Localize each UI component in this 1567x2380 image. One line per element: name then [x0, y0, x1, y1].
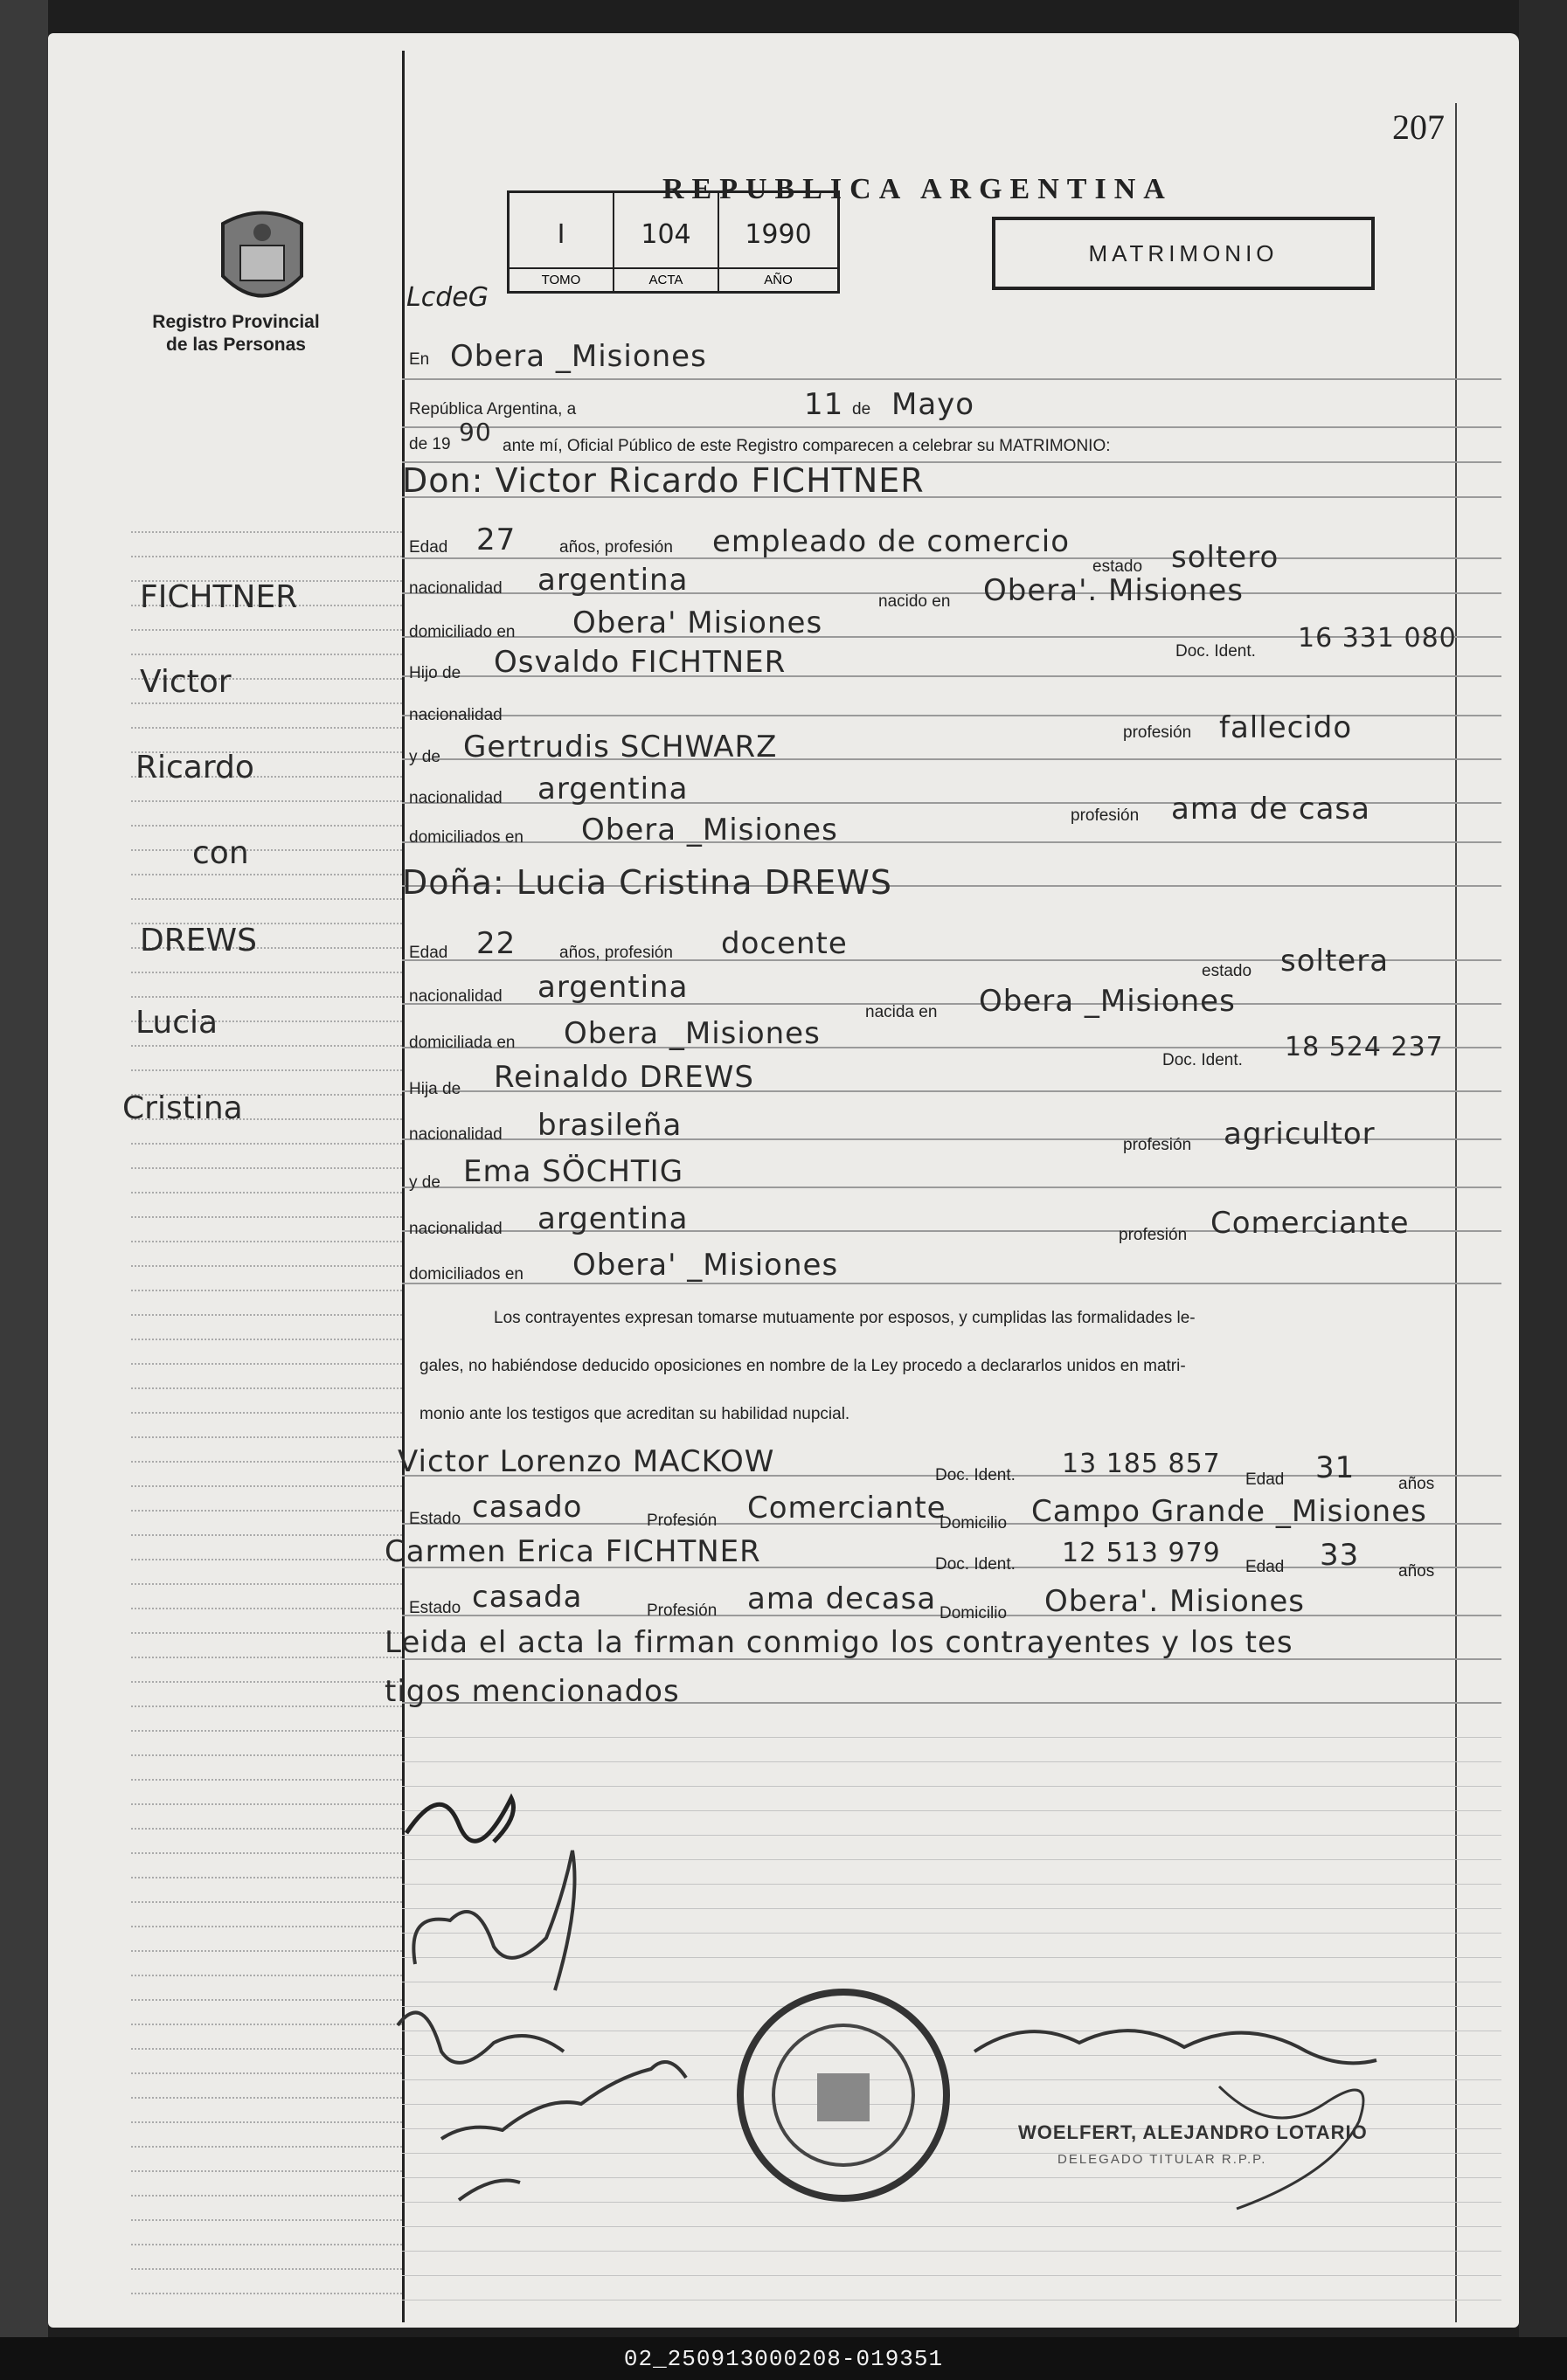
- bride-father: Reinaldo DREWS: [494, 1060, 754, 1095]
- margin-rule-line: [131, 1852, 402, 1854]
- form-rule-line: [402, 1761, 1501, 1762]
- groom-profession: empleado de comercio: [712, 524, 1071, 559]
- label-nacida: nacida en: [865, 1003, 938, 1021]
- margin-rule-line: [131, 1339, 402, 1340]
- label-edad: Edad: [409, 538, 448, 557]
- margin-rule-line: [131, 2072, 402, 2074]
- signature-5: [459, 2181, 520, 2201]
- declaration-line-3: monio ante los testigos que acreditan su habilidad nupcial.: [419, 1405, 850, 1423]
- margin-rule-line: [131, 1705, 402, 1707]
- margin-rule-line: [131, 1069, 402, 1071]
- witness1-doc: 13 185 857: [1062, 1449, 1221, 1479]
- label-domiciliado: domiciliado en: [409, 623, 516, 641]
- groom-doc: 16 331 080: [1298, 623, 1457, 654]
- label-w1-edad: Edad: [1245, 1470, 1285, 1489]
- margin-rule-line: [131, 1314, 402, 1316]
- label-nacionalidad-bride: nacionalidad: [409, 987, 503, 1006]
- margin-rule-line: [131, 1265, 402, 1267]
- margin-rule-line: [131, 2146, 402, 2148]
- label-anos-profesion: años, profesión: [559, 538, 673, 557]
- label-y-de-bride: y de: [409, 1173, 440, 1192]
- margin-rule-line: [131, 2024, 402, 2025]
- margin-rule-line: [131, 972, 402, 973]
- label-en: En: [409, 350, 430, 369]
- page-number: 207: [1392, 107, 1445, 147]
- book-code: LcdeG: [406, 282, 489, 313]
- margin-rule-line: [131, 2293, 402, 2294]
- label-bride-mother-nationality: nacionalidad: [409, 1220, 503, 1238]
- label-de: de: [852, 400, 871, 419]
- label-mother-nationality: nacionalidad: [409, 789, 503, 807]
- margin-rule-line: [131, 1730, 402, 1732]
- margin-rule-line: [131, 1828, 402, 1830]
- label-doc-ident-bride: Doc. Ident.: [1162, 1051, 1243, 1069]
- witness2-profession: ama decasa: [747, 1581, 937, 1616]
- bride-parents-domicile: Obera' _Misiones: [572, 1248, 839, 1283]
- margin-rule-line: [131, 2268, 402, 2270]
- margin-rule-line: [131, 1559, 402, 1560]
- witness1-domicile: Campo Grande _Misiones: [1031, 1494, 1427, 1529]
- label-nacionalidad: nacionalidad: [409, 579, 503, 598]
- label-domiciliados: domiciliados en: [409, 828, 523, 847]
- signature-3: [398, 2012, 564, 2062]
- label-estado: estado: [1092, 557, 1143, 576]
- margin-rule-line: [131, 1143, 402, 1145]
- bride-status: soltera: [1280, 944, 1390, 979]
- witness2-doc: 12 513 979: [1062, 1538, 1221, 1568]
- closing-line-1: Leida el acta la firman conmigo los contrayentes y los tes: [385, 1625, 1293, 1660]
- groom-parents-domicile: Obera _Misiones: [581, 813, 838, 848]
- place: Obera _Misiones: [450, 339, 707, 374]
- margin-rule-line: [131, 702, 402, 704]
- acta-label: ACTA: [614, 267, 718, 287]
- margin-rule-line: [131, 1681, 402, 1683]
- book-binding: [0, 0, 48, 2337]
- margin-rule-line: [131, 727, 402, 729]
- margin-firstname-bride: Lucia: [135, 1005, 218, 1041]
- image-id-footer: 02_250913000208-019351: [0, 2337, 1567, 2380]
- bride-mother-nationality: argentina: [537, 1201, 689, 1236]
- margin-rule-line: [131, 2244, 402, 2245]
- closing-line-2: tigos mencionados: [385, 1674, 680, 1709]
- label-w2-profesion: Profesión: [647, 1602, 718, 1620]
- margin-rule-line: [131, 2195, 402, 2197]
- bride-father-profession: agricultor: [1224, 1117, 1376, 1152]
- margin-rule-line: [131, 556, 402, 557]
- margin-rule-line: [131, 874, 402, 875]
- book-edge: [1519, 0, 1567, 2337]
- label-bride-father-nationality: nacionalidad: [409, 1125, 503, 1144]
- margin-middlename-bride: Cristina: [122, 1090, 243, 1126]
- margin-rule-line: [131, 629, 402, 631]
- groom-status: soltero: [1171, 540, 1279, 575]
- groom-birthplace: Obera'. Misiones: [983, 573, 1244, 608]
- bride-mother: Ema SÖCHTIG: [463, 1154, 684, 1189]
- day: 11: [804, 387, 844, 422]
- officer-signature: [957, 1999, 1411, 2226]
- label-de19: de 19: [409, 435, 451, 453]
- form-rule-line: [402, 2275, 1501, 2276]
- register-page: [48, 33, 1519, 2328]
- signatures: [389, 1763, 738, 2252]
- label-mother-profesion: profesión: [1071, 806, 1140, 825]
- margin-surname-bride: DREWS: [140, 923, 257, 958]
- margin-rule-line: [131, 1192, 402, 1193]
- signature-4: [441, 2062, 686, 2139]
- margin-rule-line: [131, 1754, 402, 1756]
- label-w2-estado: Estado: [409, 1599, 461, 1617]
- label-nacido: nacido en: [878, 592, 951, 611]
- label-w1-doc: Doc. Ident.: [935, 1466, 1016, 1484]
- margin-rule-line: [131, 898, 402, 900]
- anio-label: AÑO: [719, 267, 837, 287]
- margin-rule-line: [131, 1926, 402, 1927]
- groom-nationality: argentina: [537, 563, 689, 598]
- year-suffix: 90: [459, 418, 492, 446]
- margin-rule-line: [131, 1534, 402, 1536]
- tomo-acta-anio-table: [507, 190, 840, 294]
- right-column-line: [1455, 103, 1457, 2322]
- bride-mother-profession: Comerciante: [1210, 1206, 1410, 1241]
- margin-rule-line: [131, 1290, 402, 1291]
- margin-rule-line: [131, 1657, 402, 1658]
- official-stamp-icon: [730, 1982, 957, 2209]
- label-w1-domicilio: Domicilio: [940, 1514, 1008, 1532]
- label-hijo: Hijo de: [409, 664, 461, 682]
- bride-father-nationality: brasileña: [537, 1108, 683, 1143]
- label-y-de: y de: [409, 748, 440, 766]
- form-rule-line: [402, 1283, 1501, 1284]
- label-w2-edad: Edad: [1245, 1558, 1285, 1576]
- label-w2-anos: años: [1398, 1562, 1435, 1581]
- margin-rule-line: [131, 1608, 402, 1609]
- margin-rule-line: [131, 1167, 402, 1169]
- declaration-line-1: Los contrayentes expresan tomarse mutuamente por esposos, y cumplidas las formalidades le-: [494, 1309, 1196, 1327]
- witness2-age: 33: [1320, 1538, 1360, 1573]
- bride-domicile: Obera _Misiones: [564, 1016, 821, 1051]
- margin-rule-line: [131, 825, 402, 827]
- margin-rule-line: [131, 1950, 402, 1952]
- margin-rule-line: [131, 2097, 402, 2099]
- witness2-status: casada: [472, 1580, 583, 1615]
- form-rule-line: [402, 378, 1501, 380]
- signature-2: [413, 1851, 574, 1990]
- margin-rule-line: [131, 1779, 402, 1781]
- margin-rule-line: [131, 849, 402, 851]
- margin-rule-line: [131, 1975, 402, 1976]
- acta-cell: [614, 193, 719, 291]
- margin-rule-line: [131, 2121, 402, 2123]
- bride-doc: 18 524 237: [1285, 1032, 1444, 1062]
- groom-name: Don: Victor Ricardo FICHTNER: [402, 461, 925, 500]
- label-w1-estado: Estado: [409, 1510, 461, 1528]
- margin-rule-line: [131, 1436, 402, 1438]
- margin-rule-line: [131, 1363, 402, 1365]
- tomo-cell: [510, 193, 614, 291]
- groom-domicile: Obera' Misiones: [572, 605, 823, 640]
- margin-rule-line: [131, 1901, 402, 1903]
- witness2-name: Carmen Erica FICHTNER: [385, 1534, 761, 1569]
- margin-rule-line: [131, 531, 402, 533]
- label-bride-domiciliados: domiciliados en: [409, 1265, 523, 1283]
- label-doc-ident: Doc. Ident.: [1175, 642, 1256, 661]
- margin-rule-line: [131, 1216, 402, 1218]
- margin-rule-line: [131, 1999, 402, 2001]
- tomo-value: I: [557, 219, 565, 250]
- witness1-name: Victor Lorenzo MACKOW: [398, 1444, 775, 1479]
- label-bride-mother-profesion: profesión: [1119, 1226, 1188, 1244]
- witness1-profession: Comerciante: [747, 1491, 946, 1526]
- label-anos-profesion-bride: años, profesión: [559, 944, 673, 962]
- signature-1: [406, 1798, 514, 1842]
- country-heading: REPUBLICA ARGENTINA: [662, 173, 1173, 205]
- acta-value: 104: [641, 219, 691, 250]
- label-hija: Hija de: [409, 1080, 461, 1098]
- witness1-status: casado: [472, 1490, 583, 1525]
- label-domiciliada: domiciliada en: [409, 1034, 516, 1052]
- bride-name: Doña: Lucia Cristina DREWS: [402, 863, 892, 902]
- tomo-label: TOMO: [510, 267, 613, 287]
- margin-surname-groom: FICHTNER: [140, 579, 298, 615]
- margin-rule-line: [131, 1045, 402, 1047]
- margin-rule-line: [131, 1803, 402, 1805]
- label-profesion: profesión: [1123, 723, 1192, 742]
- groom-father-profession: fallecido: [1219, 710, 1353, 745]
- anio-cell: [719, 193, 837, 291]
- record-type-box: MATRIMONIO: [992, 217, 1375, 290]
- margin-rule-line: [131, 1510, 402, 1512]
- margin-rule-line: [131, 2048, 402, 2050]
- margin-rule-line: [131, 1461, 402, 1463]
- label-estado-bride: estado: [1202, 962, 1252, 980]
- label-edad-bride: Edad: [409, 944, 448, 962]
- groom-age: 27: [476, 522, 517, 557]
- label-father-nationality: nacionalidad: [409, 706, 503, 724]
- margin-rule-line: [131, 1241, 402, 1242]
- groom-father: Osvaldo FICHTNER: [494, 645, 787, 680]
- label-w1-anos: años: [1398, 1475, 1435, 1493]
- margin-rule-line: [131, 1632, 402, 1634]
- label-bride-father-profesion: profesión: [1123, 1136, 1192, 1154]
- bride-age: 22: [476, 926, 517, 961]
- anio-value: 1990: [745, 219, 812, 250]
- officer-name: WOELFERT, ALEJANDRO LOTARIO: [1018, 2121, 1368, 2143]
- witness1-age: 31: [1315, 1450, 1356, 1485]
- margin-rule-line: [131, 1387, 402, 1389]
- form-rule-line: [402, 841, 1501, 843]
- groom-mother-profession: ama de casa: [1171, 792, 1370, 827]
- registry-name: Registro Provincial de las Personas: [152, 312, 320, 355]
- label-republica: República Argentina, a: [409, 400, 577, 419]
- margin-rule-line: [131, 1412, 402, 1414]
- margin-middlename-groom: Ricardo: [135, 750, 254, 785]
- label-w2-domicilio: Domicilio: [940, 1604, 1008, 1622]
- form-rule-line: [402, 426, 1501, 428]
- intro-text: ante mí, Oficial Público de este Registro comparecen a celebrar su MATRIMONIO:: [503, 437, 1111, 455]
- margin-con: con: [192, 835, 249, 871]
- label-w1-profesion: Profesión: [647, 1512, 718, 1530]
- declaration-line-2: gales, no habiéndose deducido oposiciones en nombre de la Ley procedo a declararlos unidos en matri-: [419, 1357, 1186, 1375]
- margin-rule-line: [131, 2170, 402, 2172]
- form-rule-line: [402, 1737, 1501, 1738]
- coat-of-arms-icon: [205, 206, 319, 320]
- margin-rule-line: [131, 2219, 402, 2221]
- label-w2-doc: Doc. Ident.: [935, 1555, 1016, 1574]
- bride-profession: docente: [721, 926, 848, 961]
- margin-rule-line: [131, 1485, 402, 1487]
- margin-firstname-groom: Victor: [140, 664, 232, 700]
- groom-mother-nationality: argentina: [537, 771, 689, 806]
- bride-nationality: argentina: [537, 970, 689, 1005]
- margin-rule-line: [131, 654, 402, 655]
- margin-rule-line: [131, 800, 402, 802]
- officer-title: DELEGADO TITULAR R.P.P.: [1057, 2152, 1267, 2167]
- witness2-domicile: Obera'. Misiones: [1044, 1584, 1305, 1619]
- margin-rule-line: [131, 1583, 402, 1585]
- bride-birthplace: Obera _Misiones: [979, 984, 1236, 1019]
- groom-mother: Gertrudis SCHWARZ: [463, 730, 778, 765]
- month: Mayo: [891, 387, 975, 422]
- margin-rule-line: [131, 1877, 402, 1878]
- margin-rule-line: [131, 996, 402, 998]
